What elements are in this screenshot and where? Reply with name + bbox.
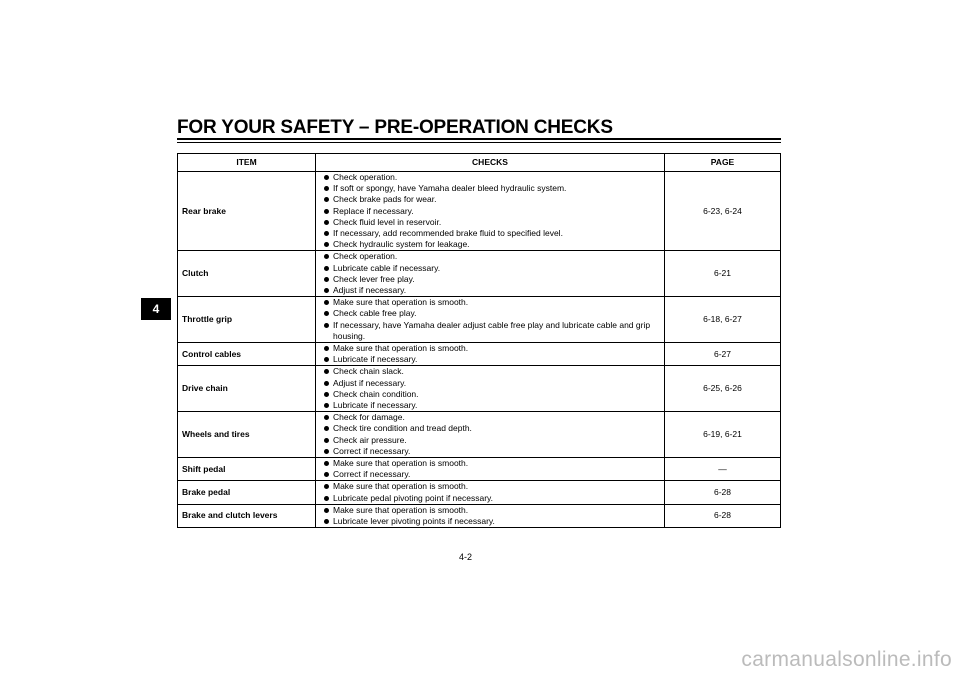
page-title: FOR YOUR SAFETY – PRE-OPERATION CHECKS <box>177 117 613 138</box>
check-item: Check hydraulic system for leakage. <box>322 239 662 250</box>
header-item: ITEM <box>178 154 316 172</box>
table-row <box>178 251 781 297</box>
watermark: carmanualsonline.info <box>741 648 952 671</box>
checks-cell <box>316 458 665 481</box>
check-item: Lubricate if necessary. <box>322 400 662 411</box>
table-body <box>178 172 781 528</box>
page-ref-cell: 6-21 <box>665 251 781 297</box>
check-item: Lubricate lever pivoting points if necessary. <box>322 516 662 527</box>
title-rule-thick <box>177 138 781 140</box>
page-ref-cell: 6-25, 6-26 <box>665 366 781 412</box>
table-row <box>178 481 781 504</box>
checks-cell <box>316 297 665 343</box>
checks-cell <box>316 172 665 251</box>
check-item: Check for damage. <box>322 412 662 423</box>
page-ref-cell: — <box>665 458 781 481</box>
check-item: If necessary, add recommended brake fluid to specified level. <box>322 228 662 239</box>
check-item: Check operation. <box>322 172 662 183</box>
check-item: Check chain slack. <box>322 366 662 377</box>
table-row <box>178 412 781 458</box>
check-list <box>322 481 662 503</box>
check-item: Make sure that operation is smooth. <box>322 343 662 354</box>
check-item: Replace if necessary. <box>322 206 662 217</box>
checks-cell <box>316 366 665 412</box>
page-number: 4-2 <box>459 552 473 562</box>
check-item: Check brake pads for wear. <box>322 194 662 205</box>
check-list <box>322 172 662 250</box>
check-item: Lubricate pedal pivoting point if necessary. <box>322 493 662 504</box>
check-item: Adjust if necessary. <box>322 378 662 389</box>
check-item: Check tire condition and tread depth. <box>322 423 662 434</box>
checks-cell <box>316 481 665 504</box>
item-cell: Wheels and tires <box>178 412 316 458</box>
header-page: PAGE <box>665 154 781 172</box>
page-ref-cell: 6-19, 6-21 <box>665 412 781 458</box>
check-list <box>322 251 662 296</box>
page-ref-cell: 6-28 <box>665 504 781 527</box>
item-cell: Throttle grip <box>178 297 316 343</box>
page-ref-cell: 6-18, 6-27 <box>665 297 781 343</box>
check-item: If soft or spongy, have Yamaha dealer bleed hydraulic system. <box>322 183 662 194</box>
check-item: Check fluid level in reservoir. <box>322 217 662 228</box>
page-ref-cell: 6-23, 6-24 <box>665 172 781 251</box>
item-cell: Rear brake <box>178 172 316 251</box>
table-header-row <box>178 154 781 172</box>
check-item: Lubricate if necessary. <box>322 354 662 365</box>
check-item: Make sure that operation is smooth. <box>322 297 662 308</box>
check-item: Lubricate cable if necessary. <box>322 263 662 274</box>
checks-cell <box>316 251 665 297</box>
page-ref-cell: 6-28 <box>665 481 781 504</box>
item-cell: Shift pedal <box>178 458 316 481</box>
table-row <box>178 172 781 251</box>
check-list <box>322 343 662 365</box>
checks-cell <box>316 412 665 458</box>
item-cell: Control cables <box>178 343 316 366</box>
item-cell: Brake pedal <box>178 481 316 504</box>
check-item: Make sure that operation is smooth. <box>322 458 662 469</box>
check-item: Check cable free play. <box>322 308 662 319</box>
item-cell: Drive chain <box>178 366 316 412</box>
check-item: Make sure that operation is smooth. <box>322 481 662 492</box>
table-row <box>178 504 781 527</box>
checks-cell <box>316 504 665 527</box>
page-ref-cell: 6-27 <box>665 343 781 366</box>
item-cell: Clutch <box>178 251 316 297</box>
table-row <box>178 297 781 343</box>
pre-operation-checks-table <box>177 153 781 528</box>
check-item: Adjust if necessary. <box>322 285 662 296</box>
chapter-number: 4 <box>152 302 160 316</box>
checks-cell <box>316 343 665 366</box>
table-row <box>178 343 781 366</box>
title-rule-thin <box>177 142 781 143</box>
check-list <box>322 458 662 480</box>
check-item: Correct if necessary. <box>322 469 662 480</box>
check-item: Check air pressure. <box>322 435 662 446</box>
check-item: If necessary, have Yamaha dealer adjust cable free play and lubricate cable and grip housing. <box>322 320 662 342</box>
check-item: Check chain condition. <box>322 389 662 400</box>
table-row <box>178 366 781 412</box>
item-cell: Brake and clutch levers <box>178 504 316 527</box>
check-list <box>322 505 662 527</box>
header-checks: CHECKS <box>316 154 665 172</box>
check-list <box>322 297 662 342</box>
check-item: Check operation. <box>322 251 662 262</box>
check-item: Check lever free play. <box>322 274 662 285</box>
table-row <box>178 458 781 481</box>
check-list <box>322 412 662 457</box>
check-list <box>322 366 662 411</box>
check-item: Correct if necessary. <box>322 446 662 457</box>
check-item: Make sure that operation is smooth. <box>322 505 662 516</box>
